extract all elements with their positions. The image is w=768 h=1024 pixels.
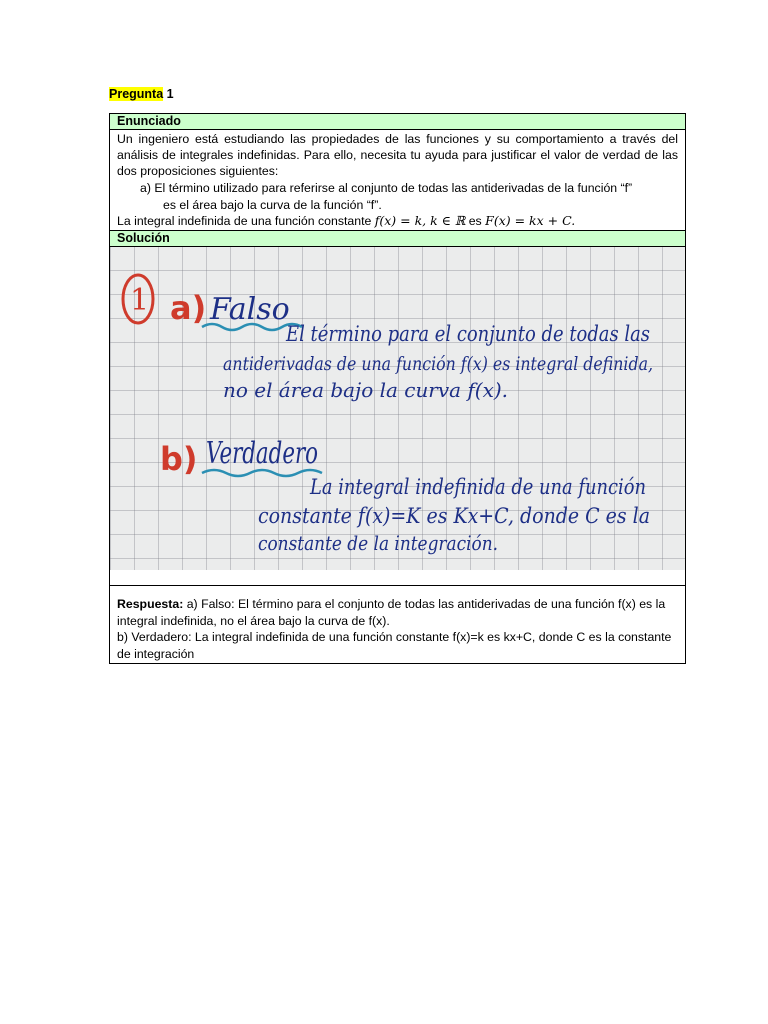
question-heading xyxy=(109,87,174,101)
hw-a-label: a) xyxy=(170,289,207,328)
question-table xyxy=(109,113,686,664)
solucion-header: Solución xyxy=(110,230,685,247)
handwritten-solution-photo xyxy=(110,247,685,570)
hw-a-line1: El término para el conjunto de todas las xyxy=(285,322,651,347)
handwriting-svg xyxy=(110,247,685,570)
question-number: 1 xyxy=(166,87,174,101)
hw-b-line2: constante f(x)=K es Kx+C, donde C es la xyxy=(258,504,650,529)
hw-num: 1 xyxy=(130,283,150,319)
respuesta-label: Respuesta: xyxy=(117,597,184,612)
respuesta-line1 xyxy=(117,596,678,629)
enunciado-intro: Un ingeniero está estudiando las propiedades de las funciones y su comportamiento a través del análisis de integrales indefinidas. Para ello, necesita tu ayuda para justificar el valor de verdad de las dos proposiciones siguientes: xyxy=(117,132,678,179)
hw-b-line1: La integral indefinida de una función xyxy=(309,475,646,500)
underline-b xyxy=(202,470,322,476)
enunciado-header: Enunciado xyxy=(110,114,685,130)
option-a-line2: es el área bajo la curva de la función “f”. xyxy=(163,197,382,212)
hw-a-word: Falso xyxy=(210,292,290,328)
hw-b-line3: constante de la integración. xyxy=(258,531,498,556)
respuesta-block xyxy=(110,586,685,663)
option-b-mid: es xyxy=(468,214,482,229)
hw-a-line3: no el área bajo la curva f(x). xyxy=(223,378,508,403)
respuesta-line2: b) Verdadero: La integral indefinida de una función constante f(x)=k es kx+C, donde C es la constante de integración xyxy=(117,630,672,661)
option-b-prefix: La integral indefinida de una función constante xyxy=(117,214,372,229)
enunciado-body xyxy=(110,130,685,230)
hw-a-line2: antiderivadas de una función f(x) es integral definida, xyxy=(223,353,653,376)
question-label: Pregunta xyxy=(109,87,164,101)
hw-b-label: b) xyxy=(160,440,198,479)
option-b-line xyxy=(117,213,678,229)
solution-cell xyxy=(110,247,685,586)
option-a-line1: a) El término utilizado para referirse al conjunto de todas las antiderivadas de la función “f” xyxy=(140,180,633,195)
option-b-math-2: F(x) = kx + C. xyxy=(485,213,576,229)
respuesta-a-text: a) Falso: El término para el conjunto de todas las antiderivadas de una función f(x) es la integral indefinida, no el área bajo la curva de f(x). xyxy=(117,597,666,628)
option-b-math-1: f(x) = k, k ∈ ℝ xyxy=(374,213,466,229)
hw-b-word: Verdadero xyxy=(206,436,318,472)
